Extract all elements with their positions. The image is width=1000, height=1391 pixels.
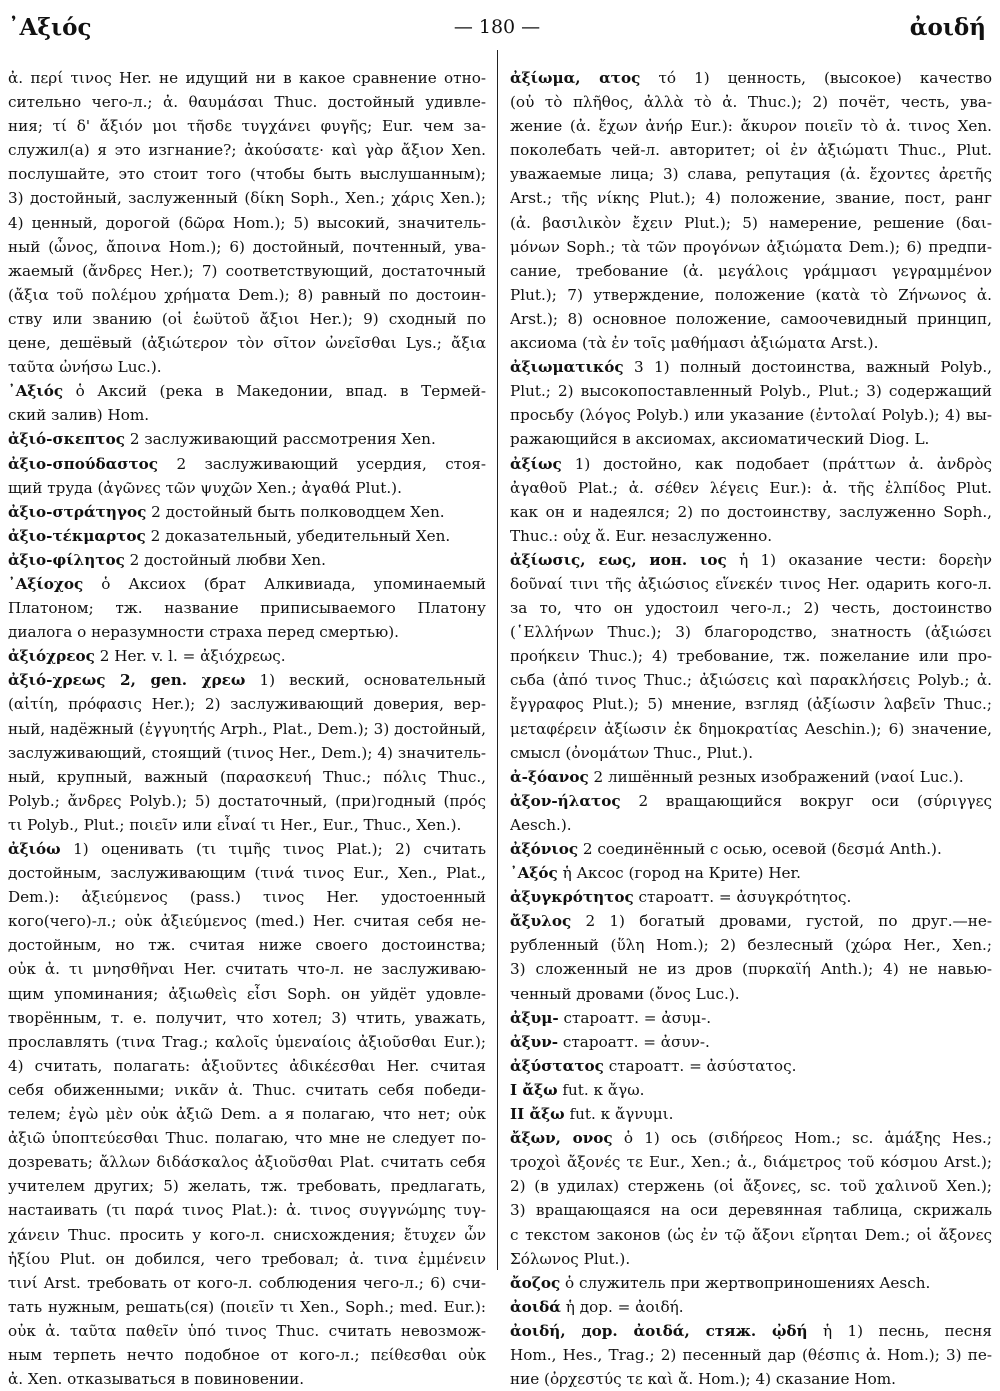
text-line xyxy=(8,813,486,837)
entry-text: ἔγγραφος Plut.); 5) мнение, взгляд (ἀξίωσιν λαβεῖν Thuc.; xyxy=(510,695,992,714)
headword: II ἄξω xyxy=(510,1105,565,1124)
entry-text: Polyb.; ἄνδρες Polyb.); 5) достаточный, (при)годный (πρός xyxy=(8,791,486,810)
headword: ᾿Αξός xyxy=(510,864,558,883)
entry-text: (ἄξια τοῦ πολέμου χρήματα Dem.); 8) равный по достоин- xyxy=(8,285,486,304)
entry-text: (ἀ. βασιλικὸν ἔχειν Plut.); 5) намерение, решение (δαι- xyxy=(510,213,992,232)
text-line xyxy=(8,1367,486,1391)
text-line xyxy=(510,331,992,355)
entry-text: тать нужным, решать(ся) (ποιεῖν τι Xen., Soph.; med. Eur.): xyxy=(8,1297,486,1316)
entry-text: Aesch.). xyxy=(510,815,572,834)
entry-text: χάνειν Thuc. просить у кого-л. снисхождения; ἔτυχεν ὧν xyxy=(8,1225,486,1244)
text-line xyxy=(8,114,486,138)
text-line xyxy=(8,982,486,1006)
headword: ἀξύστατος xyxy=(510,1056,604,1075)
entry-text: сьба (ἀπό τινος Thuc.; ἀξιώσεις καὶ παρακλήσεις Polyb.; ἀ. xyxy=(510,671,992,690)
entry-text: 3) вращающаяся на оси деревянная таблица, скрижаль xyxy=(510,1201,992,1220)
text-line xyxy=(8,259,486,283)
headword: ἀξον-ήλατος xyxy=(510,791,621,810)
text-line xyxy=(510,765,992,789)
text-line xyxy=(8,355,486,379)
text-line xyxy=(8,644,486,668)
entry-text: уважаемые лица; 3) слава, репутация (ἀ. ἔχοντες ἀρετῆς xyxy=(510,165,992,184)
entry-text: ный (ὦνος, ἄποινα Hom.); 6) достойный, почтенный, ува- xyxy=(8,237,486,256)
entry-text: 2 соединённый с осью, осевой (δεσμά Anth.). xyxy=(578,840,942,858)
entry-text: προήκειν Thuc.); 4) требование, тж. пожелание или про- xyxy=(510,647,992,666)
text-line xyxy=(510,1223,992,1247)
entry-text: (αἰτίη, πρόφασις Her.); 2) заслуживающий доверия, вер- xyxy=(8,695,486,714)
entry-text: ченный дровами (ὄνος Luc.). xyxy=(510,984,740,1003)
entry-text: Plut.; 2) высокопоставленный Polyb., Plut.; 3) содержащий xyxy=(510,382,992,401)
entry-text: ἡ дор. = ἀοιδή. xyxy=(560,1297,684,1316)
text-line xyxy=(510,283,992,307)
text-line xyxy=(510,933,992,957)
text-line xyxy=(510,235,992,259)
text-line xyxy=(8,90,486,114)
headword: ἄξων, ονος xyxy=(510,1129,613,1148)
text-line xyxy=(8,1102,486,1126)
entry-text: ἡ 1) оказание чести: δορεὴν xyxy=(726,550,992,569)
text-line xyxy=(510,307,992,331)
entry-text: ἀξιῶ ὑποπτεύεσθαι Thuc. полагаю, что мне не следует по- xyxy=(8,1129,486,1148)
entry-text: Hom., Hes., Trag.; 2) песенный дар (θέσπις ἀ. Hom.); 3) пе- xyxy=(510,1345,992,1364)
text-line xyxy=(510,1198,992,1222)
entry-text: 2 достойный быть полководцем Xen. xyxy=(146,502,445,521)
text-line xyxy=(8,692,486,716)
text-line xyxy=(8,452,486,476)
entry-text: староатт. = ἀσυγκρότητος. xyxy=(633,888,852,907)
text-line xyxy=(8,1271,486,1295)
entry-text: 4) ценный, дорогой (δῶρα Hom.); 5) высокий, значитель- xyxy=(8,213,486,232)
text-line xyxy=(8,307,486,331)
text-line xyxy=(8,933,486,957)
text-line xyxy=(510,211,992,235)
entry-text: ἡ Аксос (город на Крите) Her. xyxy=(557,864,801,883)
text-line xyxy=(510,1295,992,1319)
text-line xyxy=(8,500,486,524)
text-line xyxy=(510,717,992,741)
entry-text: ἀ. περί τινος Her. не идущий ни в какое сравнение отно- xyxy=(8,69,486,87)
entry-text: достойным, заслуживающим (τινά τινος Eur., Xen., Plat., xyxy=(8,864,486,883)
text-line xyxy=(510,548,992,572)
text-line xyxy=(510,909,992,933)
text-line xyxy=(8,1319,486,1343)
entry-text: аксиома (τὰ ἐν τοῖς μαθήμασι ἀξιώματα Arst.). xyxy=(510,334,879,353)
entry-text: 3) достойный, заслуженный (δίκη Soph., Xen.; χάρις Xen.); xyxy=(8,189,486,208)
text-line xyxy=(510,1247,992,1271)
entry-text: сительно чего-л.; ἀ. θαυμάσαι Thuc. достойный удивле- xyxy=(8,93,486,112)
headword: ἀξίωσις, εως, ион. ιος xyxy=(510,550,727,569)
entry-text: ἀ. Xen. отказываться в повиновении. xyxy=(8,1370,305,1389)
text-line xyxy=(510,1078,992,1102)
column-divider xyxy=(497,50,498,1270)
entry-text: Σόλωνος Plut.). xyxy=(510,1249,631,1268)
text-line xyxy=(8,548,486,572)
entry-text: ὁ Аксиох (брат Алкивиада, упоминаемый xyxy=(83,574,486,593)
entry-text: учителем других; 5) желать, тж. требовать, предлагать, xyxy=(8,1177,486,1196)
entry-text: смысл (ὀνομάτων Thuc., Plut.). xyxy=(510,743,754,762)
text-line xyxy=(8,1295,486,1319)
text-line xyxy=(8,1343,486,1367)
headword: ᾿Αξιός xyxy=(8,382,64,401)
entry-text: μεταφέρειν ἀξίωσιν ἐκ δημοκρατίας Aeschin.); 6) значение, xyxy=(510,719,992,738)
text-line xyxy=(510,692,992,716)
text-line xyxy=(8,572,486,596)
entry-text: ству или званию (οἱ ἑωϋτοῦ ἄξιοι Her.); 9) сходный по xyxy=(8,309,486,328)
entry-text: 2 1) богатый дровами, густой, по друг.—не- xyxy=(571,912,992,931)
headword: ἀξυν- xyxy=(510,1032,559,1051)
headword: ἀξιόω xyxy=(8,840,61,858)
entry-text: ὁ Аксий (река в Македонии, впад. в Термей- xyxy=(63,382,486,401)
headword: ἄξυλος xyxy=(510,912,572,931)
text-line xyxy=(8,1223,486,1247)
entry-text: fut. к ἄγω. xyxy=(557,1080,645,1099)
text-line xyxy=(510,837,992,861)
entry-text: 2 вращающийся вокруг оси (σύριγγες xyxy=(620,791,992,810)
text-line xyxy=(8,211,486,235)
text-line xyxy=(510,1006,992,1030)
text-line xyxy=(510,957,992,981)
entry-text: ἡ 1) песнь, песня xyxy=(807,1321,992,1340)
text-line xyxy=(8,186,486,210)
entry-text: ния; τί δ' ἄξιόν μοι τῆσδε τυγχάνει φυγῆς; Eur. чем за- xyxy=(8,117,486,136)
text-line xyxy=(510,572,992,596)
entry-text: Dem.): ἀξιεύμενος (pass.) τινος Her. удостоенный xyxy=(8,888,486,907)
headword: ἀξίωμα, ατος xyxy=(510,69,641,87)
entry-text: 2 доказательный, убедительный Xen. xyxy=(145,526,451,545)
text-line xyxy=(8,331,486,355)
text-line xyxy=(510,1174,992,1198)
text-line xyxy=(510,379,992,403)
headword: ἀξυμ- xyxy=(510,1008,559,1027)
headword: ἀξιό-σκεπτος xyxy=(8,430,125,449)
entry-text: прославлять (τινα Trag.; καλοῖς ὑμεναίοις ἀξιοῦσθαι Eur.); xyxy=(8,1032,486,1051)
entry-text: ражающийся в аксиомах, аксиоматический Diog. L. xyxy=(510,430,930,449)
entry-text: ский залив) Hom. xyxy=(8,406,150,425)
headword: ἀξιο-σπούδαστος xyxy=(8,454,159,473)
text-line xyxy=(510,66,992,90)
entry-text: 3 1) полный достоинства, важный Polyb., xyxy=(623,358,992,377)
headword: ἀ-ξόανος xyxy=(510,767,589,786)
entry-text: староатт. = ἀσυν-. xyxy=(558,1032,710,1051)
entry-text: творённым, т. е. получит, что хотел; 3) чтить, уважать, xyxy=(8,1008,486,1027)
entry-text: 2 достойный любви Xen. xyxy=(124,550,326,569)
headword: ἀοιδή, дор. ἀοιδά, стяж. ᾠδή xyxy=(510,1321,808,1340)
headword: ᾿Αξίοχος xyxy=(8,574,84,593)
entry-text: с текстом законов (ὡς ἐν τῷ ἄξονι εἴρηται Dem.; οἱ ἄξονες xyxy=(510,1225,992,1244)
entry-text: за то, что он удостоил чего-л.; 2) честь, достоинство xyxy=(510,599,992,618)
entry-text: Arst.); 8) основное положение, самоочевидный принцип, xyxy=(510,309,992,328)
entry-text: ный, крупный, важный (παρασκευή Thuc.; πόλις Thuc., xyxy=(8,767,486,786)
headword: ἀξόνιος xyxy=(510,840,579,858)
entry-text: поколебать чей-л. авторитет; οἱ ἐν ἀξιώματι Thuc., Plut. xyxy=(510,141,992,160)
entry-text: 2 заслуживающий усердия, стоя- xyxy=(158,454,486,473)
text-line xyxy=(8,885,486,909)
left-column xyxy=(8,66,486,1391)
text-line xyxy=(510,1030,992,1054)
entry-text: достойным, но тж. считая ниже своего достоинства; xyxy=(8,936,486,955)
text-line xyxy=(510,1319,992,1343)
headword: ἀξίως xyxy=(510,454,562,473)
text-line xyxy=(510,1367,992,1391)
text-line xyxy=(510,1150,992,1174)
text-line xyxy=(8,861,486,885)
entry-text: 2) (в удилах) стержень (οἱ ἄξονες, sc. τοῦ χαλινοῦ Xen.); xyxy=(510,1177,992,1196)
text-line xyxy=(8,668,486,692)
entry-text: как он и надеялся; 2) по достоинству, заслуженно Soph., xyxy=(510,502,992,521)
entry-text: настаивать (τι παρά τινος Plat.): ἀ. τινος συγγνώμης τυγ- xyxy=(8,1201,486,1220)
text-line xyxy=(510,861,992,885)
text-line xyxy=(510,1054,992,1078)
entry-text: 3) сложенный не из дров (πυρκαϊή Anth.); 4) не навью- xyxy=(510,960,992,979)
text-line xyxy=(8,235,486,259)
text-line xyxy=(510,644,992,668)
text-line xyxy=(8,1150,486,1174)
page-header xyxy=(8,14,986,44)
text-line xyxy=(8,403,486,427)
entry-text: οὐκ ἀ. ταῦτα παθεῖν ὑπό τινος Thuc. считать невозмож- xyxy=(8,1321,486,1340)
entry-text: 2 заслуживающий рассмотрения Xen. xyxy=(125,430,436,449)
header-left-word: ᾿Αξιός xyxy=(8,14,92,41)
text-line xyxy=(510,524,992,548)
header-right-word: ἀοιδή xyxy=(909,14,986,41)
entry-text: дозревать; ἄλλων διδάσκαλος ἀξιοῦσθαι Plat. считать себя xyxy=(8,1153,486,1172)
entry-text: послушайте, это стоит того (чтобы быть выслушанным); xyxy=(8,165,486,184)
entry-text: ние (ὀρχεστύς τε καὶ ἄ. Hom.); 4) сказание Hom. xyxy=(510,1370,896,1389)
text-line xyxy=(8,379,486,403)
text-line xyxy=(510,452,992,476)
headword: ἀξιο-στράτηγος xyxy=(8,502,147,521)
text-line xyxy=(8,837,486,861)
text-line xyxy=(510,427,992,451)
entry-text: (῾Ελλήνων Thuc.); 3) благородство, знатность (ἀξιώσει xyxy=(510,623,992,642)
headword: ἀξιο-φίλητος xyxy=(8,550,125,569)
entry-text: οὐκ ἀ. τι μνησθῆναι Her. считать что-л. не заслуживаю- xyxy=(8,960,486,979)
text-line xyxy=(8,717,486,741)
text-line xyxy=(510,476,992,500)
entry-text: 1) достойно, как подобает (πράττων ἀ. ἀνδρὸς xyxy=(561,454,992,473)
text-line xyxy=(8,1006,486,1030)
text-line xyxy=(8,427,486,451)
text-line xyxy=(8,283,486,307)
entry-text: староатт. = ἀσύστατος. xyxy=(603,1056,797,1075)
entry-text: 4) считать, полагать: ἀξιοῦντες ἀδικέεσθαι Her. считая xyxy=(8,1056,486,1075)
headword: I ἄξω xyxy=(510,1080,558,1099)
headword: ἀξυγκρότητος xyxy=(510,888,634,907)
entry-text: μόνων Soph.; τὰ τῶν προγόνων ἀξιώματα Dem.); 6) предпи- xyxy=(510,237,992,256)
entry-text: жаемый (ἄνδρες Her.); 7) соответствующий, достаточный xyxy=(8,261,486,280)
entry-text: 1) оценивать (τι τιμῆς τινος Plat.); 2) считать xyxy=(60,840,486,858)
text-line xyxy=(510,1102,992,1126)
text-line xyxy=(8,162,486,186)
entry-text: себя обиженными; νικᾶν ἀ. Thuc. считать себя победи- xyxy=(8,1080,486,1099)
entry-text: ный, надёжный (ἐγγυητής Arph., Plat., Dem.); 3) достойный, xyxy=(8,719,486,738)
headword: ἀξιόχρεος xyxy=(8,647,95,666)
text-line xyxy=(8,524,486,548)
text-line xyxy=(8,1054,486,1078)
entry-text: Plut.); 7) утверждение, положение (κατὰ τὸ Ζήνωνος ἀ. xyxy=(510,285,992,304)
entry-text: ным терпеть нечто подобное от кого-л.; πείθεσθαι οὐκ xyxy=(8,1345,486,1364)
headword: ἀξιο-τέκμαρτος xyxy=(8,526,146,545)
entry-text: 2 Her. v. l. = ἀξιόχρεως. xyxy=(94,647,286,666)
entry-text: τροχοὶ ἄξονές τε Eur., Xen.; ἀ., διάμετρος τοῦ κόσμου Arst.); xyxy=(510,1153,992,1172)
entry-text: δοῦναί τινι τῆς ἀξιώσιος εἵνεκέν τινος Her. одарить кого-л. xyxy=(510,574,992,593)
entry-text: τό 1) ценность, (высокое) качество xyxy=(640,69,992,87)
text-line xyxy=(8,741,486,765)
text-line xyxy=(8,66,486,90)
entry-text: τι Polyb., Plut.; ποιεῖν или εἶναί τι Her., Eur., Thuc., Xen.). xyxy=(8,815,462,834)
text-line xyxy=(8,957,486,981)
text-line xyxy=(510,114,992,138)
entry-text: ἀγαθοῦ Plat.; ἀ. σέθεν λέγεις Eur.): ἀ. τῆς ἐλπίδος Plut. xyxy=(510,478,992,497)
text-line xyxy=(510,813,992,837)
text-line xyxy=(510,403,992,427)
text-line xyxy=(510,668,992,692)
headword: ἀοιδά xyxy=(510,1297,561,1316)
headword: ἀξιωματικός xyxy=(510,358,624,377)
text-line xyxy=(8,620,486,644)
text-line xyxy=(8,789,486,813)
text-line xyxy=(510,789,992,813)
entry-text: Thuc.: οὐχ ἄ. Eur. незаслуженно. xyxy=(510,526,773,545)
entry-text: ταῦτα ὠνήσω Luc.). xyxy=(8,358,162,377)
entry-text: τινί Arst. требовать от кого-л. соблюдения чего-л.; 6) счи- xyxy=(8,1273,486,1292)
text-line xyxy=(510,1271,992,1295)
entry-text: рубленный (ὕλη Hom.); 2) безлесный (χώρα Her., Xen.; xyxy=(510,936,992,955)
entry-text: сание, требование (ἀ. μεγάλοις γράμμασι γεγραμμένον xyxy=(510,261,992,280)
entry-text: 1) веский, основательный xyxy=(245,671,486,690)
text-line xyxy=(510,982,992,1006)
text-line xyxy=(8,476,486,500)
text-line xyxy=(8,596,486,620)
text-line xyxy=(510,186,992,210)
entry-text: цене, дешёвый (ἀξιώτερον τὸν σῖτον ὠνεῖσθαι Lys.; ἄξια xyxy=(8,334,486,353)
entry-text: служил(а) я это изгнание?; ἀκούσατε· καὶ γὰρ ἄξιον Xen. xyxy=(8,141,486,160)
text-line xyxy=(8,1174,486,1198)
text-line xyxy=(510,355,992,379)
text-line xyxy=(510,885,992,909)
text-line xyxy=(8,138,486,162)
entry-text: ἠξίου Plut. он добился, чего требовал; ἀ. τινα ἐμμένειν xyxy=(8,1249,486,1268)
entry-text: Arst.; τῆς νίκης Plut.); 4) положение, звание, пост, ранг xyxy=(510,189,992,208)
text-line xyxy=(8,1030,486,1054)
text-line xyxy=(510,596,992,620)
entry-text: ὁ 1) ось (σιδήρεος Hom.; sc. ἁμάξης Hes.; xyxy=(612,1129,992,1148)
headword: ἄοζος xyxy=(510,1273,561,1292)
text-line xyxy=(510,90,992,114)
entry-text: диалога о неразумности страха перед смертью). xyxy=(8,623,399,642)
text-line xyxy=(510,162,992,186)
entry-text: кого(чего)-л.; οὐκ ἀξιεύμενος (med.) Her. считая себя не- xyxy=(8,912,486,931)
entry-text: заслуживающий, стоящий (τινος Her., Dem.); 4) значитель- xyxy=(8,743,486,762)
headword: ἀξιό-χρεως 2, gen. χρεω xyxy=(8,671,246,690)
text-line xyxy=(510,500,992,524)
text-line xyxy=(8,765,486,789)
entry-text: телем; ἐγὼ μὲν οὐκ ἀξιῶ Dem. а я полагаю, что нет; οὐκ xyxy=(8,1105,486,1124)
text-line xyxy=(8,1126,486,1150)
text-line xyxy=(8,1198,486,1222)
text-line xyxy=(510,259,992,283)
entry-text: ὁ служитель при жертвоприношениях Aesch. xyxy=(560,1273,931,1292)
entry-text: жение (ἀ. ἔχων ἀνήρ Eur.): ἄκυρον ποιεῖν τὸ ἀ. τινος Xen. xyxy=(510,117,992,136)
entry-text: староатт. = ἀσυμ-. xyxy=(558,1008,712,1027)
entry-text: fut. к ἄγνυμι. xyxy=(564,1105,674,1124)
text-line xyxy=(510,1343,992,1367)
entry-text: 2 лишённый резных изображений (ναοί Luc.). xyxy=(588,767,964,786)
text-line xyxy=(8,909,486,933)
entry-text: Платоном; тж. название приписываемого Платону xyxy=(8,599,486,618)
entry-text: (οὐ τὸ πλῆθος, ἀλλὰ τὸ ἀ. Thuc.); 2) почёт, честь, ува- xyxy=(510,93,992,112)
page-number: — 180 — xyxy=(453,16,541,38)
text-line xyxy=(510,741,992,765)
right-column xyxy=(510,66,992,1391)
entry-text: просьбу (λόγος Polyb.) или указание (ἐντολαί Polyb.); 4) вы- xyxy=(510,406,992,425)
text-line xyxy=(510,138,992,162)
text-line xyxy=(8,1247,486,1271)
text-line xyxy=(8,1078,486,1102)
text-line xyxy=(510,1126,992,1150)
entry-text: щим упоминания; ἀξιωθεὶς εἶσι Soph. он уйдёт удовле- xyxy=(8,984,486,1003)
text-line xyxy=(510,620,992,644)
entry-text: щий труда (ἀγῶνες τῶν ψυχῶν Xen.; ἀγαθά Plut.). xyxy=(8,478,402,497)
